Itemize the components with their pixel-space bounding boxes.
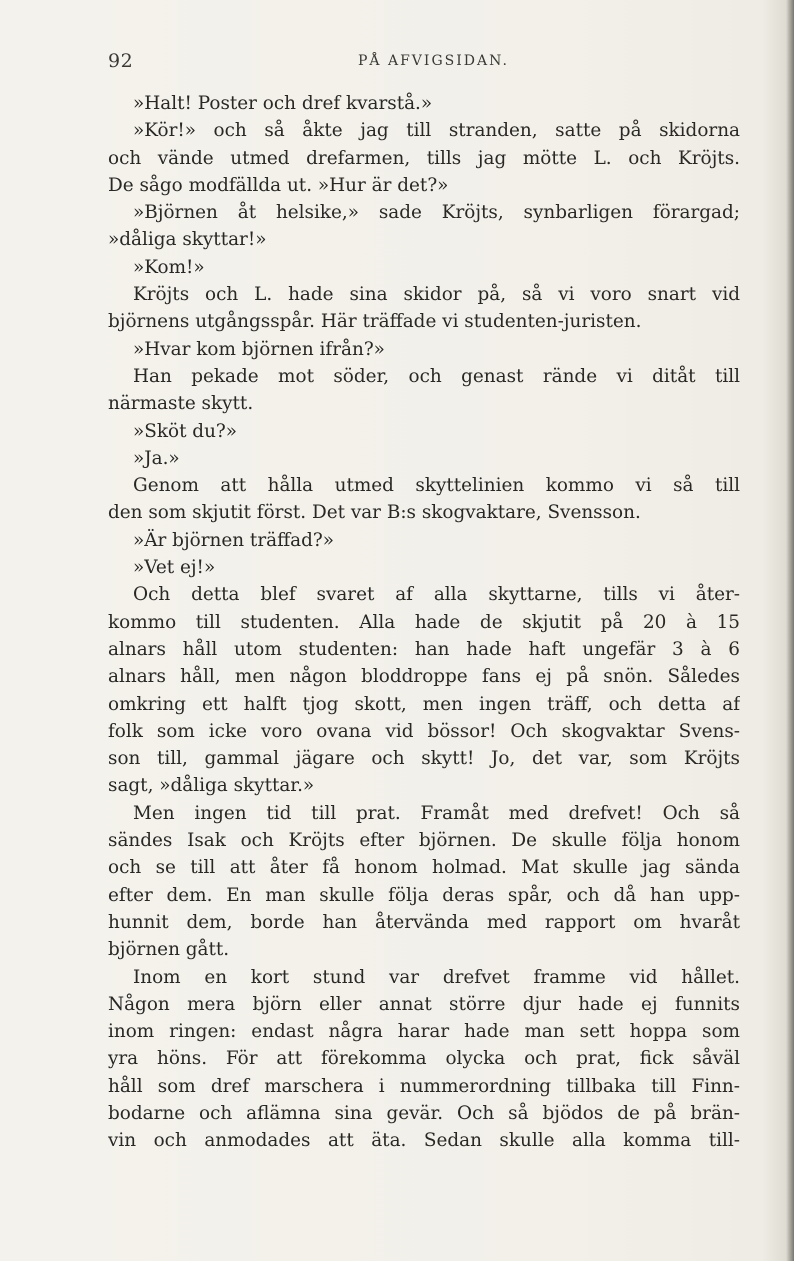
- page-number: 92: [108, 50, 134, 72]
- page-header: [108, 50, 738, 80]
- body-text: [108, 90, 740, 1155]
- text-line: Genom att hålla utmed skyttelinien kommo vi så till: [133, 475, 740, 497]
- text-line: »Björnen åt helsike,» sade Kröjts, synbarligen förargad;: [133, 202, 740, 224]
- text-line: och se till att åter få honom holmad. Mat skulle jag sända: [108, 857, 740, 879]
- text-line: yra höns. För att förekomma olycka och prat, fick såväl: [108, 1048, 740, 1070]
- text-line: bodarne och aflämna sina gevär. Och så bjödos de på brän-: [108, 1102, 740, 1124]
- text-line: hunnit dem, borde han återvända med rapport om hvaråt: [108, 911, 740, 933]
- text-line: »Ja.»: [133, 447, 180, 469]
- text-line: Kröjts och L. hade sina skidor på, så vi voro snart vid: [133, 284, 740, 306]
- text-line: vin och anmodades att äta. Sedan skulle alla komma till-: [108, 1130, 740, 1152]
- text-line: folk som icke voro ovana vid bössor! Och skogvaktar Svens-: [108, 720, 740, 742]
- text-line: omkring ett halft tjog skott, men ingen träff, och detta af: [108, 693, 740, 715]
- text-line: »Kom!»: [133, 256, 205, 278]
- text-line: sagt, »dåliga skyttar.»: [108, 775, 315, 797]
- text-line: den som skjutit först. Det var B:s skogvaktare, Svensson.: [108, 502, 641, 524]
- text-line: Men ingen tid till prat. Framåt med drefvet! Och så: [133, 802, 740, 824]
- text-line: håll som dref marschera i nummerordning tillbaka till Finn-: [108, 1075, 740, 1097]
- text-line: »Vet ej!»: [133, 557, 216, 579]
- text-line: Han pekade mot söder, och genast rände vi ditåt till: [133, 365, 740, 387]
- text-line: och vände utmed drefarmen, tills jag mötte L. och Kröjts.: [108, 147, 740, 169]
- text-line: närmaste skytt.: [108, 393, 254, 415]
- text-line: inom ringen: endast några harar hade man sett hoppa som: [108, 1021, 740, 1043]
- text-line: Inom en kort stund var drefvet framme vid hållet.: [133, 966, 740, 988]
- text-line: »Är björnen träffad?»: [133, 529, 334, 551]
- text-line: »Kör!» och så åkte jag till stranden, satte på skidorna: [133, 120, 740, 142]
- text-line: De sågo modfällda ut. »Hur är det?»: [108, 174, 449, 196]
- text-line: Och detta blef svaret af alla skyttarne, tills vi åter-: [133, 584, 740, 606]
- text-line: son till, gammal jägare och skytt! Jo, det var, som Kröjts: [108, 748, 740, 770]
- page-edge-shadow: [786, 0, 794, 1261]
- text-line: »Hvar kom björnen ifrån?»: [133, 338, 385, 360]
- text-line: björnens utgångsspår. Här träffade vi studenten-juristen.: [108, 311, 642, 333]
- text-line: alnars håll, men någon bloddroppe fans ej på snön. Således: [108, 666, 740, 688]
- running-head: PÅ AFVIGSIDAN.: [358, 53, 509, 69]
- text-line: sändes Isak och Kröjts efter björnen. De skulle följa honom: [108, 830, 740, 852]
- text-line: »Sköt du?»: [133, 420, 238, 442]
- text-line: björnen gått.: [108, 939, 230, 961]
- text-line: alnars håll utom studenten: han hade haft ungefär 3 à 6: [108, 638, 740, 660]
- text-line: efter dem. En man skulle följa deras spår, och då han upp-: [108, 884, 740, 906]
- text-line: kommo till studenten. Alla hade de skjutit på 20 à 15: [108, 611, 740, 633]
- text-line: Någon mera björn eller annat större djur hade ej funnits: [108, 993, 740, 1015]
- text-line: »dåliga skyttar!»: [108, 229, 267, 251]
- text-line: »Halt! Poster och dref kvarstå.»: [133, 93, 433, 114]
